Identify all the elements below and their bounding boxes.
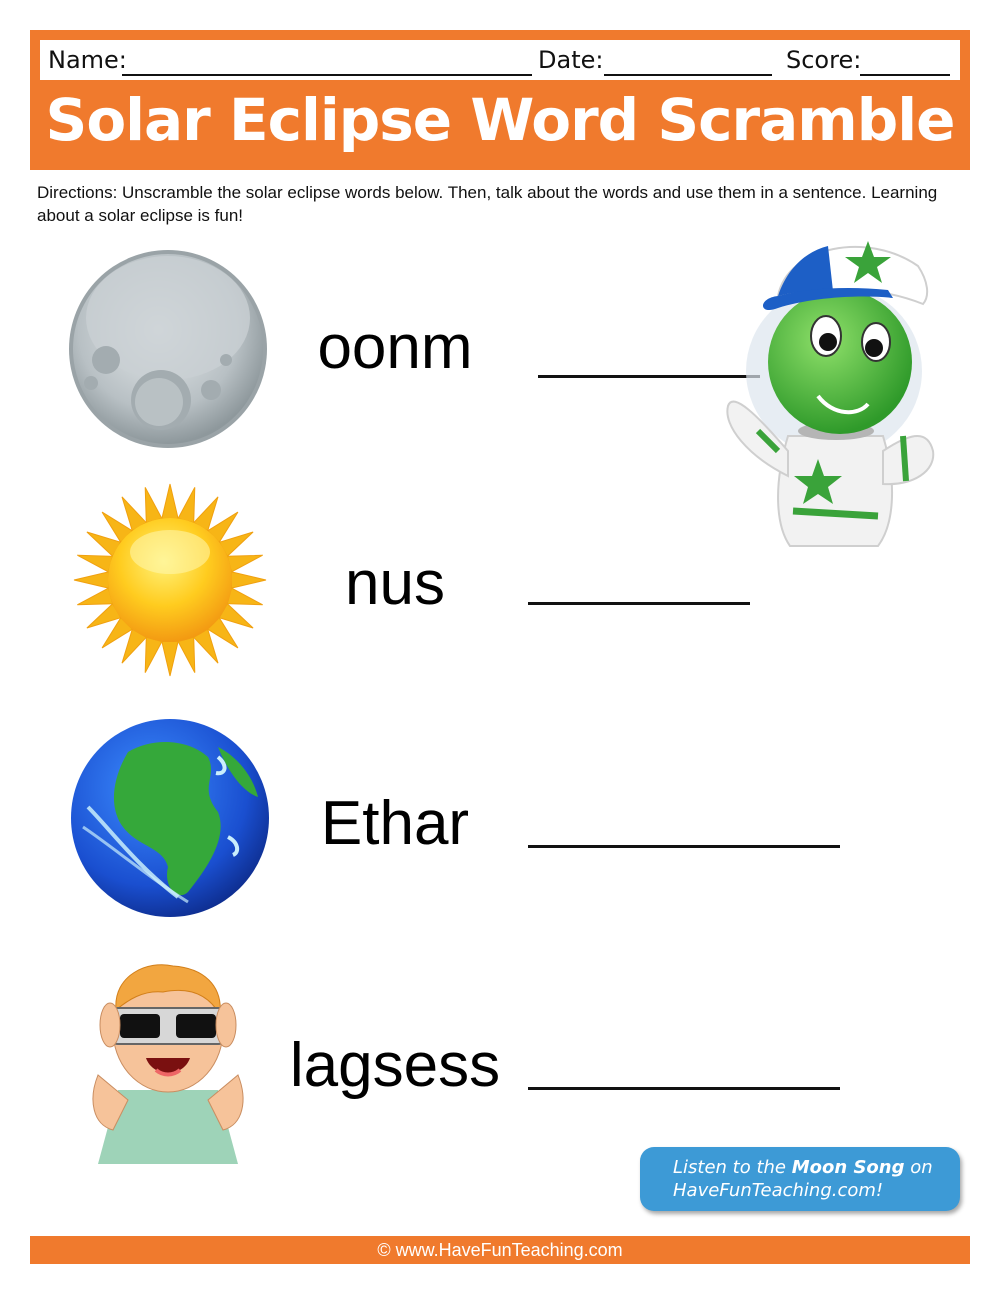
promo-song-title: Moon Song (791, 1157, 905, 1178)
scrambled-word: lagsess (289, 1031, 501, 1100)
date-field[interactable] (604, 74, 772, 76)
promo-prefix: Listen to the (673, 1157, 792, 1178)
answer-line[interactable] (528, 1087, 840, 1090)
footer-copyright: © www.HaveFunTeaching.com (30, 1236, 970, 1264)
answer-line[interactable] (528, 845, 840, 848)
name-field[interactable] (122, 74, 532, 76)
sun-ray (232, 572, 267, 588)
score-field[interactable] (860, 74, 950, 76)
directions-text: Directions: Unscramble the solar eclipse words below. Then, talk about the words and use them in a sentence. Learning about a solar eclipse is fun! (37, 183, 938, 225)
page-title: Solar Eclipse Word Scramble (45, 86, 955, 154)
earth-icon (68, 717, 272, 919)
sun-ray (178, 637, 195, 672)
sun-ray (77, 555, 112, 572)
promo-text (673, 1156, 933, 1202)
sun-ray (145, 487, 162, 522)
sun-ray (227, 555, 262, 572)
scrambled-word: nus (345, 549, 445, 618)
sun-ray (178, 487, 195, 522)
promo-site: HaveFunTeaching.com! (673, 1180, 884, 1201)
scrambled-word: Ethar (320, 789, 470, 858)
answer-line[interactable] (528, 602, 750, 605)
name-label: Name: (48, 46, 127, 74)
moon-icon (66, 248, 270, 450)
sun-ray (74, 572, 109, 588)
sun-ray (162, 642, 178, 677)
alien-astronaut-mascot-icon (718, 226, 950, 580)
date-label: Date: (538, 46, 604, 74)
sun-ray (227, 588, 262, 605)
header-banner (30, 30, 970, 170)
student-info-fields (40, 40, 960, 82)
promo-suffix: on (904, 1157, 933, 1178)
moon-song-promo[interactable] (640, 1147, 960, 1211)
boy-eclipse-glasses-icon (88, 960, 248, 1164)
sun-icon (70, 480, 270, 680)
sun-ray (162, 484, 178, 519)
sun-ray (145, 637, 162, 672)
score-label: Score: (786, 46, 862, 74)
sun-ray (77, 588, 112, 605)
scrambled-word: oonm (317, 313, 473, 382)
